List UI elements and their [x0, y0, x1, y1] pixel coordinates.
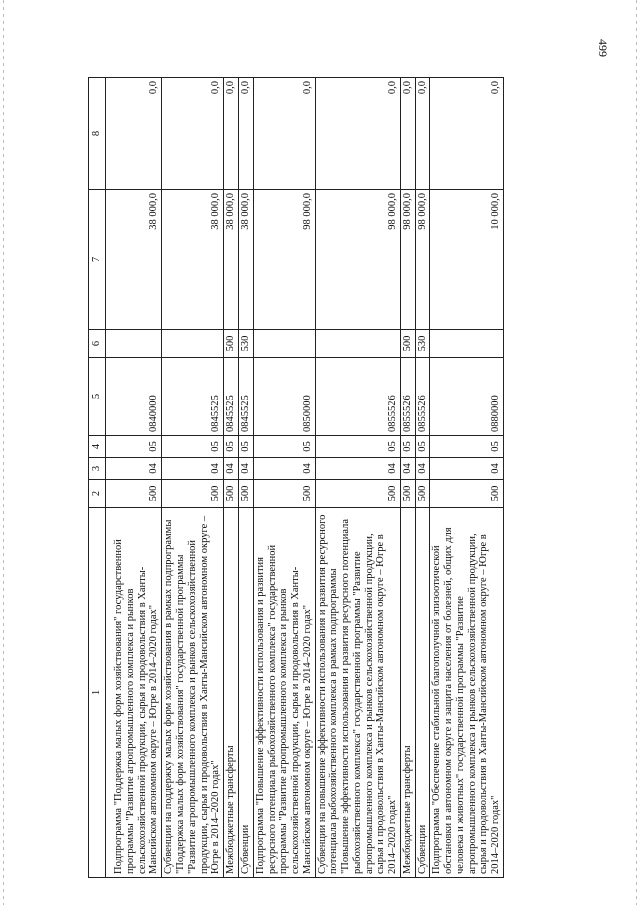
cell-c2: 500	[106, 480, 162, 508]
cell-c8: 0,0	[106, 78, 162, 190]
header-col-6: 6	[89, 330, 106, 358]
cell-c7: 38 000,0	[162, 190, 224, 330]
cell-c3: 04	[315, 458, 400, 480]
cell-c3: 04	[238, 458, 253, 480]
cell-c8: 0,0	[238, 78, 253, 190]
cell-c5: 0845525	[162, 358, 224, 436]
row-description: Субвенции	[415, 508, 430, 878]
cell-c3: 04	[415, 458, 430, 480]
row-description: Подпрограмма "Поддержка малых форм хозяйствования" государственной программы "Развитие агропромышленного комплекса и рынков сельскохозяйственной продукции, сырья и продовольствия в Ханты-Мансийском автономном округе – Югре в 2014–2020 годах"	[106, 508, 162, 878]
cell-c8: 0,0	[430, 78, 504, 190]
row-description: Межбюджетные трансферты	[400, 508, 415, 878]
cell-c8: 0,0	[162, 78, 224, 190]
cell-c6	[253, 330, 315, 358]
cell-c2: 500	[400, 480, 415, 508]
rotated-page	[88, 78, 501, 878]
cell-c4: 05	[315, 436, 400, 458]
row-description: Подпрограмма "Повышение эффективности использования и развития ресурсного потенциала рыбохозяйственного комплекса" государственной программы "Развитие агропромышленного комплекса и рынков сельскохозяйственной продукции, сырья и продовольствия в Ханты-Мансийском автономном округе – Югре в 2014–2020 годах"	[253, 508, 315, 878]
cell-c6	[315, 330, 400, 358]
cell-c5: 0855526	[400, 358, 415, 436]
cell-c6: 500	[224, 330, 239, 358]
cell-c3: 04	[400, 458, 415, 480]
cell-c7: 98 000,0	[315, 190, 400, 330]
cell-c3: 04	[224, 458, 239, 480]
table-row	[400, 78, 415, 878]
cell-c2: 500	[315, 480, 400, 508]
table-row	[315, 78, 400, 878]
cell-c7: 98 000,0	[253, 190, 315, 330]
cell-c5: 0855526	[415, 358, 430, 436]
cell-c7: 38 000,0	[224, 190, 239, 330]
cell-c8: 0,0	[224, 78, 239, 190]
cell-c4: 05	[162, 436, 224, 458]
cell-c3: 04	[162, 458, 224, 480]
cell-c4: 05	[430, 436, 504, 458]
row-description: Подпрограмма "Обеспечение стабильной благополучной эпизоотической обстановки в автономном округе и защита населения от болезней, общих для человека и животных" государственной программы "Развитие агропромышленного комплекса и рынков сельскохозяйственной продукции, сырья и продовольствия в Ханты-Мансийском автономном округе – Югре в 2014–2020 годах"	[430, 508, 504, 878]
cell-c3: 04	[106, 458, 162, 480]
cell-c8: 0,0	[400, 78, 415, 190]
header-col-1: 1	[89, 508, 106, 878]
cell-c5: 0840000	[106, 358, 162, 436]
table-row	[162, 78, 224, 878]
cell-c4: 05	[400, 436, 415, 458]
cell-c6: 500	[400, 330, 415, 358]
cell-c5: 0845525	[238, 358, 253, 436]
row-description: Субвенции на повышение эффективности использования и развития ресурсного потенциала рыбохозяйственного комплекса в рамках подпрограммы "Повышение эффективности использования и развития ресурсного потенциала рыбохозяйственного комплекса" государственной программы "Развитие агропромышленного комплекса и рынков сельскохозяйственной продукции, сырья и продовольствия в Ханты-Мансийском автономном округе – Югре в 2014–2020 годах"	[315, 508, 400, 878]
cell-c7: 38 000,0	[238, 190, 253, 330]
cell-c5: 0850000	[253, 358, 315, 436]
cell-c4: 05	[253, 436, 315, 458]
cell-c8: 0,0	[253, 78, 315, 190]
scan-edge-left	[3, 0, 4, 905]
row-description: Субвенции	[238, 508, 253, 878]
row-description: Субвенции на поддержку малых форм хозяйствования в рамках подпрограммы "Поддержка малых форм хозяйствования" государственной программы "Развитие агропромышленного комплекса и рынков сельскохозяйственной продукции, сырья и продовольствия в Ханты-Мансийском автономном округе – Югре в 2014–2020 годах"	[162, 508, 224, 878]
budget-table	[88, 77, 504, 878]
table-row	[415, 78, 430, 878]
cell-c4: 05	[224, 436, 239, 458]
cell-c6	[162, 330, 224, 358]
header-row	[89, 78, 106, 878]
cell-c4: 05	[415, 436, 430, 458]
cell-c2: 500	[430, 480, 504, 508]
header-col-5: 5	[89, 358, 106, 436]
page-number: 499	[596, 39, 610, 57]
header-col-4: 4	[89, 436, 106, 458]
header-col-3: 3	[89, 458, 106, 480]
cell-c3: 04	[253, 458, 315, 480]
cell-c7: 98 000,0	[415, 190, 430, 330]
table-row	[430, 78, 504, 878]
cell-c6: 530	[238, 330, 253, 358]
cell-c6	[430, 330, 504, 358]
row-description: Межбюджетные трансферты	[224, 508, 239, 878]
cell-c6	[106, 330, 162, 358]
cell-c7: 38 000,0	[106, 190, 162, 330]
cell-c6: 530	[415, 330, 430, 358]
cell-c3: 04	[430, 458, 504, 480]
cell-c2: 500	[253, 480, 315, 508]
table-row	[106, 78, 162, 878]
table-row	[253, 78, 315, 878]
header-col-7: 7	[89, 190, 106, 330]
cell-c4: 05	[106, 436, 162, 458]
header-col-2: 2	[89, 480, 106, 508]
cell-c8: 0,0	[315, 78, 400, 190]
header-col-8: 8	[89, 78, 106, 190]
cell-c2: 500	[224, 480, 239, 508]
cell-c5: 0845525	[224, 358, 239, 436]
cell-c2: 500	[415, 480, 430, 508]
cell-c5: 0855526	[315, 358, 400, 436]
cell-c7: 98 000,0	[400, 190, 415, 330]
scan-edge-right	[636, 0, 637, 905]
cell-c2: 500	[162, 480, 224, 508]
table-row	[238, 78, 253, 878]
cell-c8: 0,0	[415, 78, 430, 190]
cell-c2: 500	[238, 480, 253, 508]
table-row	[224, 78, 239, 878]
cell-c5: 0880000	[430, 358, 504, 436]
cell-c4: 05	[238, 436, 253, 458]
cell-c7: 10 000,0	[430, 190, 504, 330]
